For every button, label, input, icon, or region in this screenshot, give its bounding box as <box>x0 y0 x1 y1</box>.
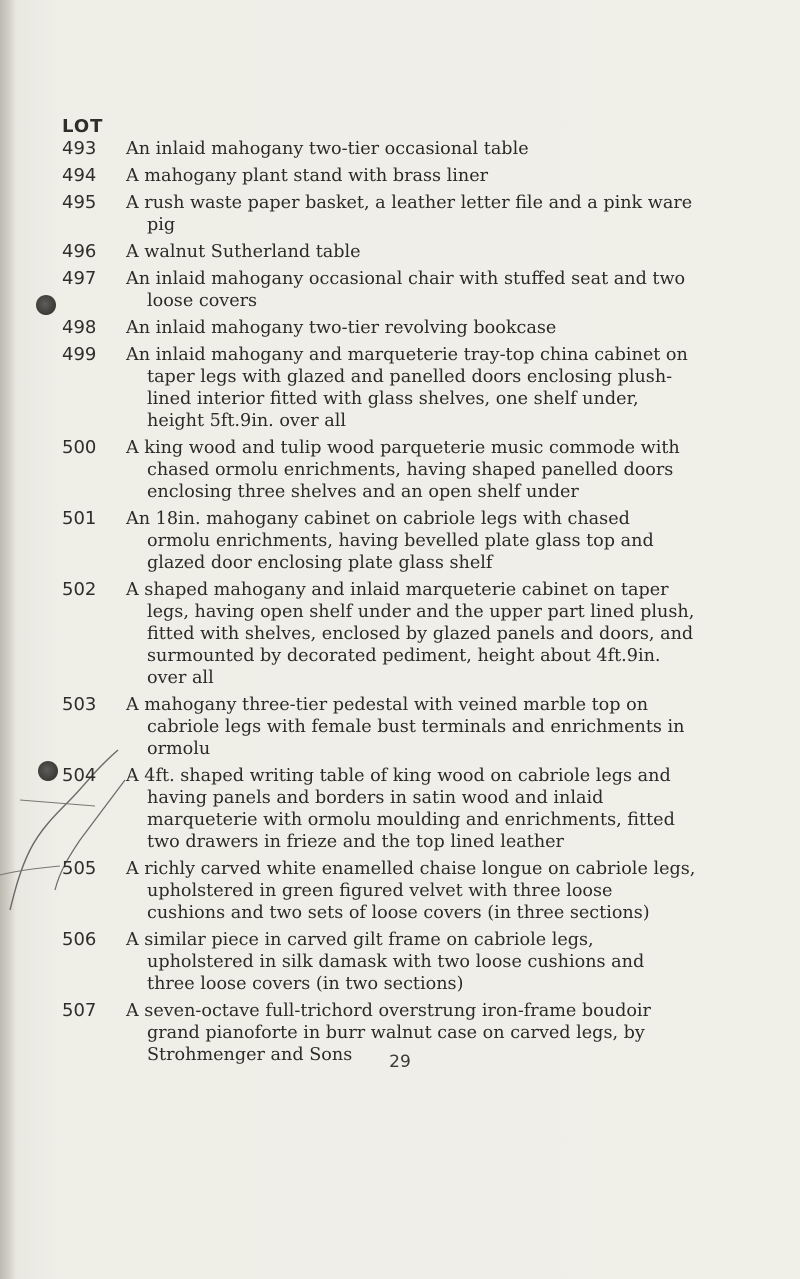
lot-list <box>0 138 800 1071</box>
lot-description: A shaped mahogany and inlaid marqueterie cabinet on taper legs, having open shelf under and the upper part lined plush, fitted with shelves, enclosed by glazed panels and doors, and surmounted by decorated pediment, height about 4ft.9in. over all <box>126 580 695 688</box>
list-item <box>0 508 800 574</box>
list-item <box>0 165 800 187</box>
list-item <box>0 138 800 160</box>
lot-description: A richly carved white enamelled chaise longue on cabriole legs, upholstered in green figured velvet with three loose cushions and two sets of loose covers (in three sections) <box>126 859 696 923</box>
lot-description: An inlaid mahogany and marqueterie tray-top china cabinet on taper legs with glazed and panelled doors enclosing plush-lined interior fitted with glass shelves, one shelf under, height 5ft.9in. over all <box>126 345 688 431</box>
lot-number: 497 <box>62 268 97 289</box>
lot-description: A 4ft. shaped writing table of king wood on cabriole legs and having panels and borders in satin wood and inlaid marqueterie with ormolu moulding and enrichments, fitted two drawers in frieze and the top lined leather <box>126 766 675 852</box>
list-item <box>0 437 800 503</box>
list-item <box>0 579 800 689</box>
list-item <box>0 192 800 236</box>
lot-description: An inlaid mahogany two-tier occasional table <box>126 139 529 159</box>
lot-number: 500 <box>62 437 97 458</box>
lot-description: A seven-octave full-trichord overstrung iron-frame boudoir grand pianoforte in burr walnut case on carved legs, by Strohmenger and Sons <box>126 1001 651 1065</box>
list-item <box>0 344 800 432</box>
list-item <box>0 241 800 263</box>
lot-description: An inlaid mahogany two-tier revolving bookcase <box>126 318 557 338</box>
lot-column-heading: LOT <box>62 116 104 137</box>
lot-number: 506 <box>62 929 97 950</box>
lot-number: 502 <box>62 579 97 600</box>
lot-description: A similar piece in carved gilt frame on cabriole legs, upholstered in silk damask with two loose cushions and three loose covers (in two sections) <box>126 930 645 994</box>
lot-number: 493 <box>62 138 97 159</box>
lot-number: 498 <box>62 317 97 338</box>
list-item <box>0 858 800 924</box>
lot-number: 505 <box>62 858 97 879</box>
lot-number: 494 <box>62 165 97 186</box>
lot-description: A king wood and tulip wood parqueterie music commode with chased ormolu enrichments, having shaped panelled doors enclosing three shelves and an open shelf under <box>126 438 680 502</box>
lot-number: 501 <box>62 508 97 529</box>
lot-description: An 18in. mahogany cabinet on cabriole legs with chased ormolu enrichments, having bevelled plate glass top and glazed door enclosing plate glass shelf <box>126 509 654 573</box>
list-item <box>0 317 800 339</box>
lot-number: 504 <box>62 765 97 786</box>
lot-number: 507 <box>62 1000 97 1021</box>
page-number: 29 <box>389 1052 411 1072</box>
list-item <box>0 765 800 853</box>
lot-number: 499 <box>62 344 97 365</box>
lot-description: An inlaid mahogany occasional chair with stuffed seat and two loose covers <box>126 269 686 311</box>
lot-description: A mahogany three-tier pedestal with veined marble top on cabriole legs with female bust terminals and enrichments in ormolu <box>126 695 685 759</box>
lot-description: A mahogany plant stand with brass liner <box>126 166 489 186</box>
list-item <box>0 929 800 995</box>
list-item <box>0 694 800 760</box>
lot-description: A rush waste paper basket, a leather letter file and a pink ware pig <box>126 193 693 235</box>
lot-description: A walnut Sutherland table <box>126 242 361 262</box>
list-item <box>0 268 800 312</box>
lot-number: 503 <box>62 694 97 715</box>
lot-number: 496 <box>62 241 97 262</box>
lot-number: 495 <box>62 192 97 213</box>
